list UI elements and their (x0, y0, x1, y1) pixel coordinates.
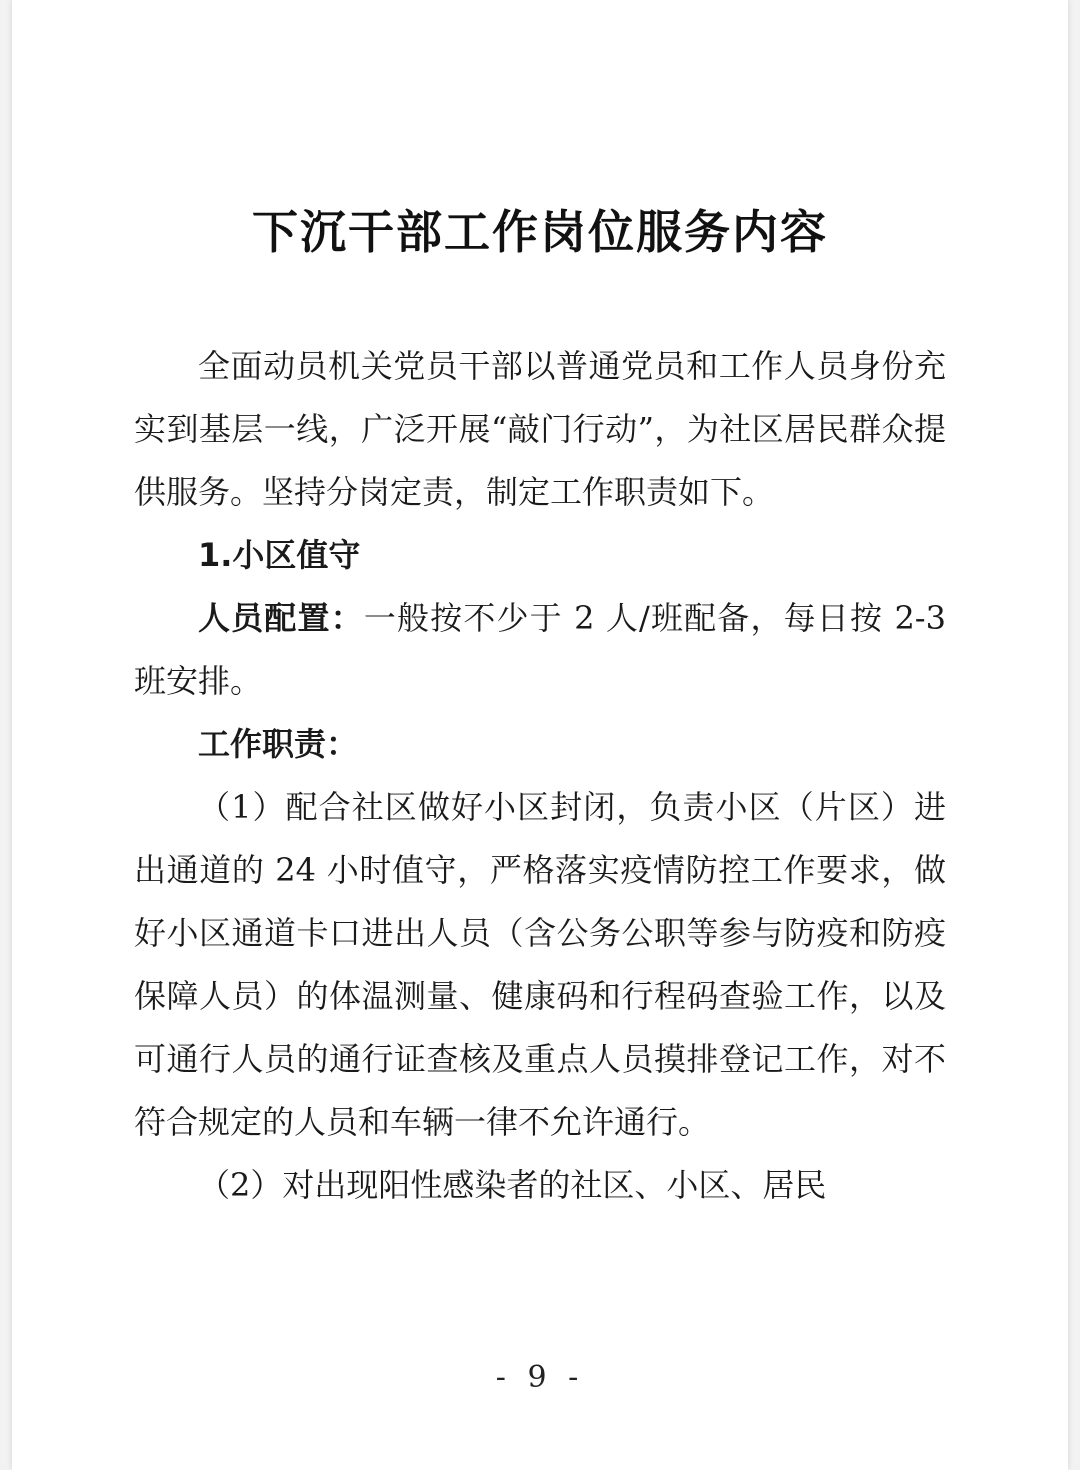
document-title: 下沉干部工作岗位服务内容 (252, 205, 828, 259)
section-heading: 1.小区值守 (198, 536, 361, 574)
staffing-paragraph (134, 587, 946, 713)
intro-paragraph: 全面动员机关党员干部以普通党员和工作人员身份充实到基层一线，广泛开展“敲门行动”，为社区居民群众提供服务。坚持分岗定责，制定工作职责如下。 (134, 347, 946, 511)
duty-item-2: （2）对出现阳性感染者的社区、小区、居民 (198, 1166, 827, 1204)
document-body (134, 335, 946, 1217)
page-number: - 9 - (495, 1360, 585, 1395)
duties-label: 工作职责： (198, 725, 359, 763)
staffing-text: 一般按不少于 2 人/班配备，每日按 2-3 班安排。 (134, 599, 946, 700)
document-page (12, 0, 1068, 1470)
duty-item-1: （1）配合社区做好小区封闭，负责小区（片区）进出通道的 24 小时值守，严格落实疫情防控工作要求，做好小区通道卡口进出人员（含公务公职等参与防疫和防疫保障人员）的体温测量、健康码和行程码查验工作，以及可通行人员的通行证查核及重点人员摸排登记工作，对不符合规定的人员和车辆一律不允许通行。 (134, 788, 946, 1141)
staffing-label: 人员配置： (198, 599, 364, 637)
